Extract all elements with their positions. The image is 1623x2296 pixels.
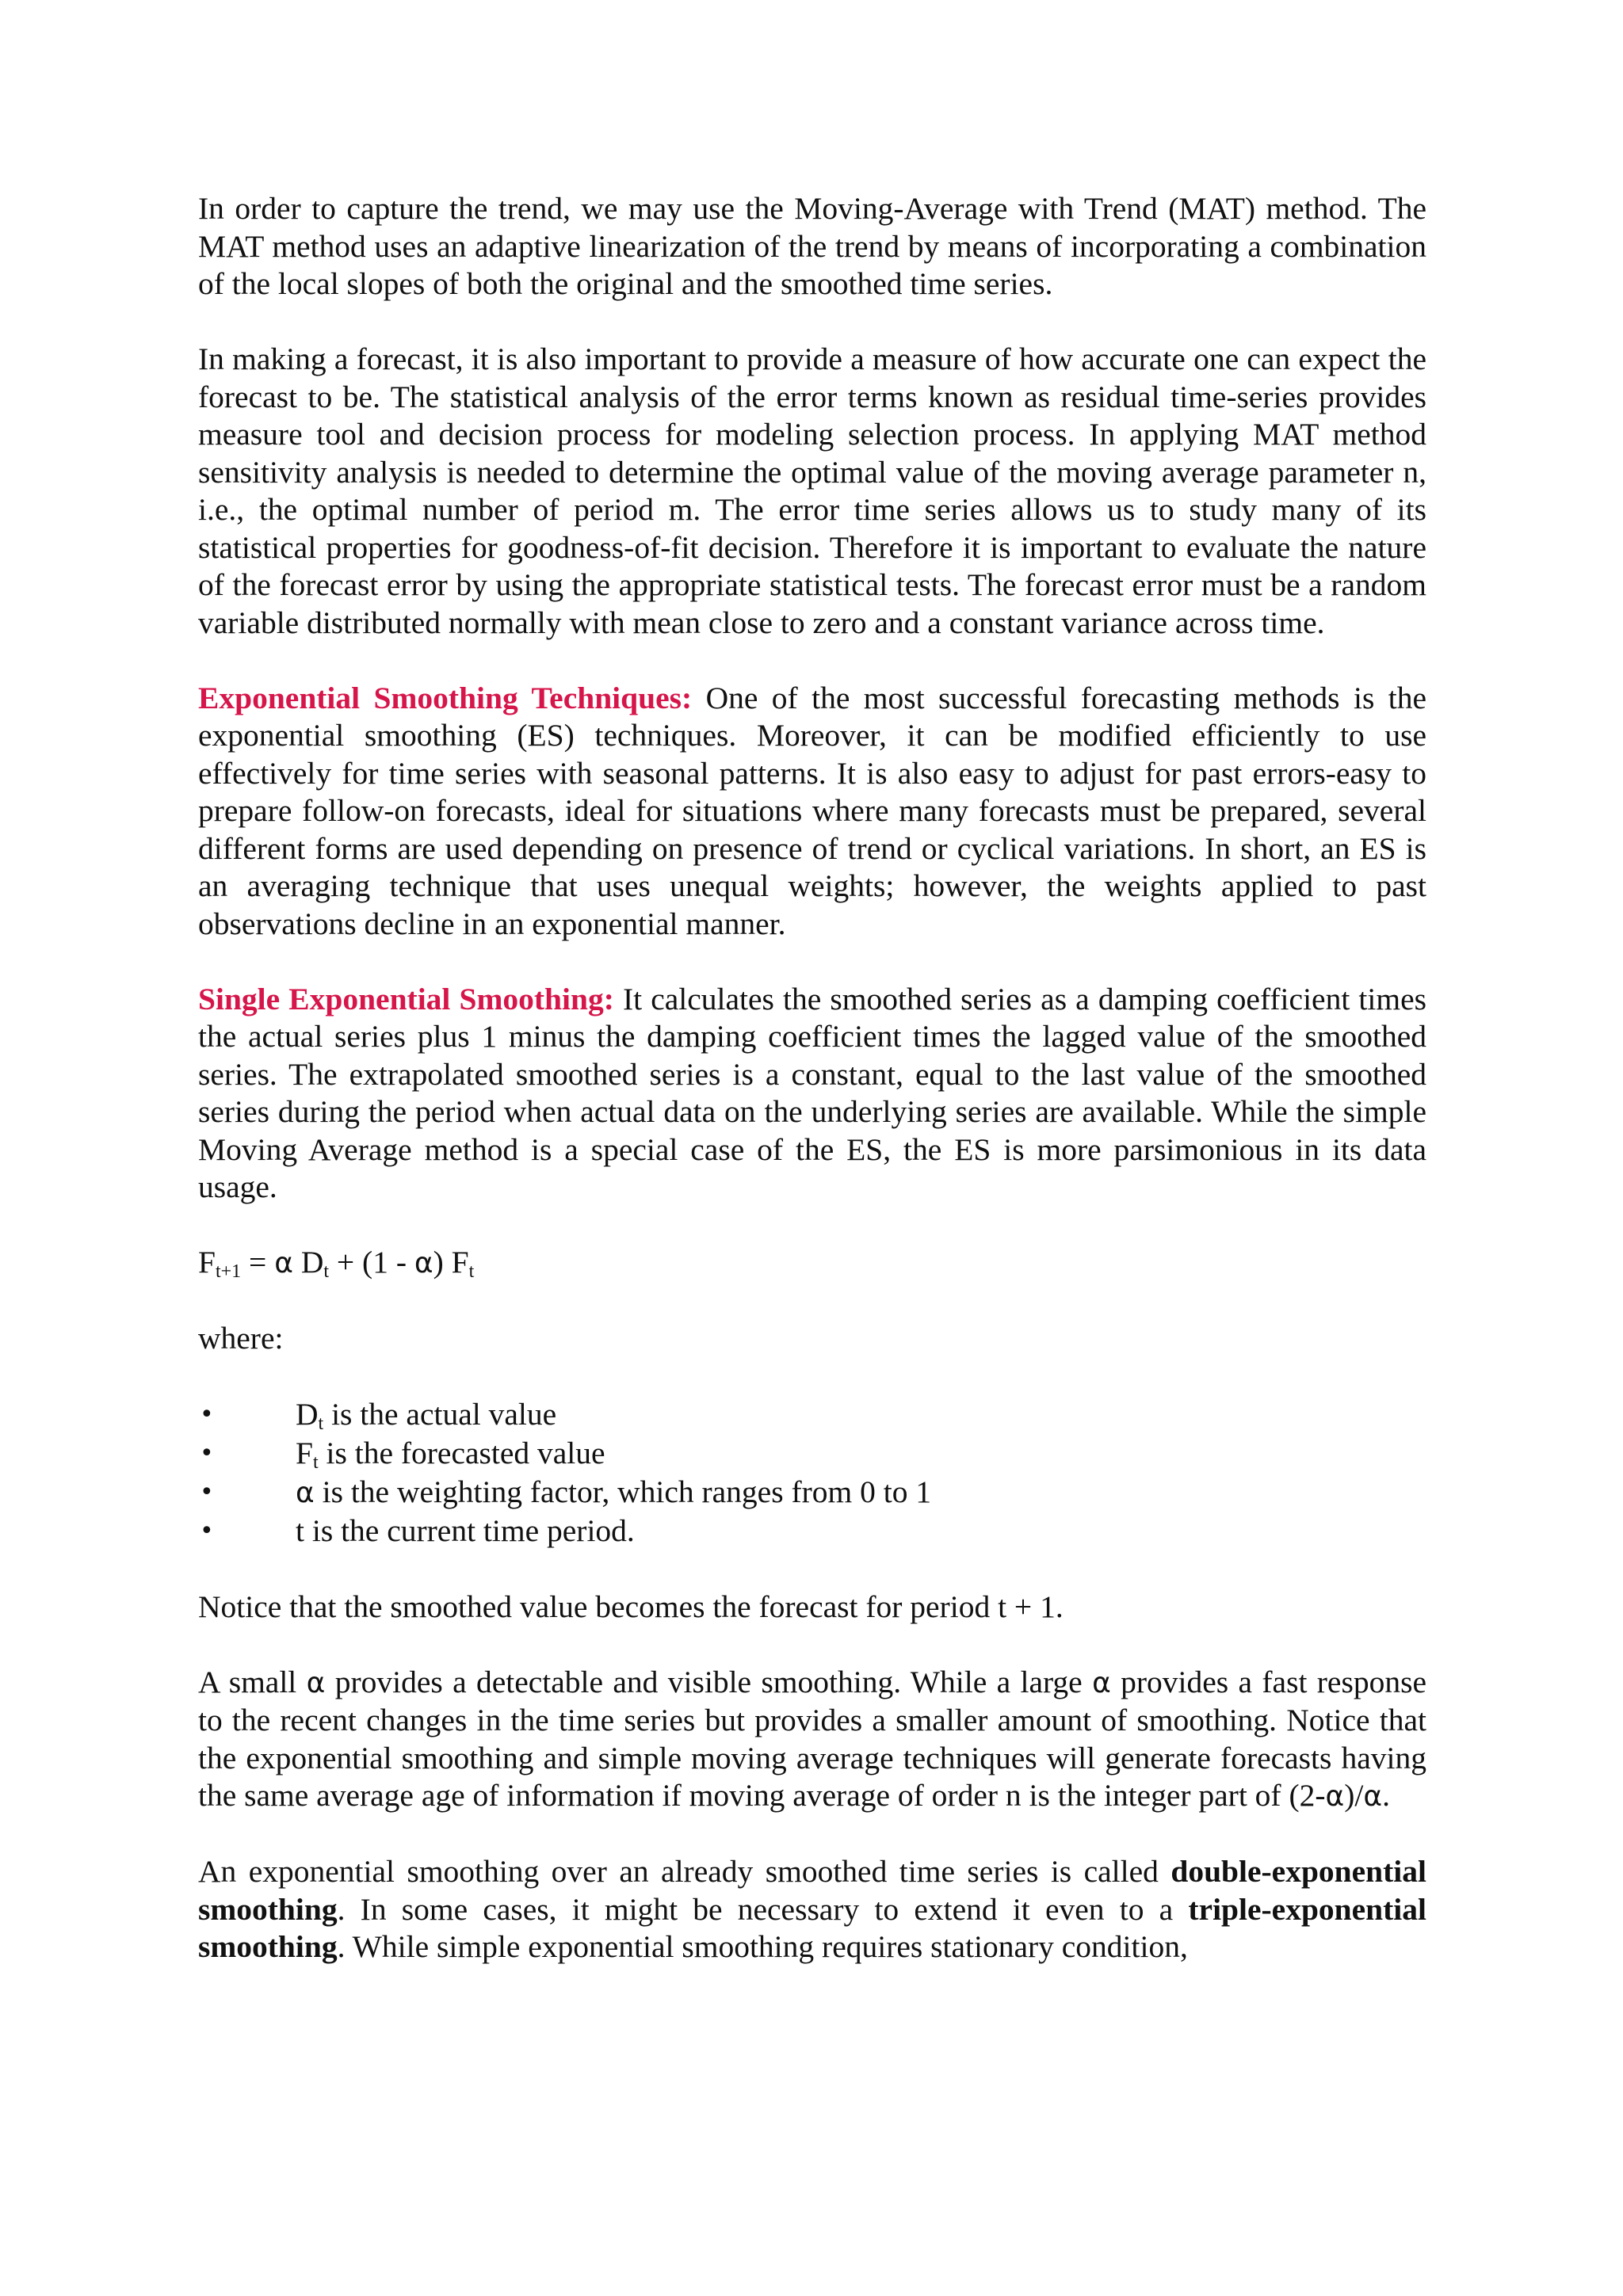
paragraph-small-alpha: A small α provides a detectable and visible smoothing. While a large α provides a fast response to the recent changes in the time series but provides a smaller amount of smoothing. Notice that the exponential smoothing and simple moving average techniques will generate forecasts having the same average age of information if moving average of order n is the integer part of (2-α)/α. [198,1664,1426,1813]
alpha-symbol: α [1363,1780,1383,1813]
alpha-symbol: α [274,1247,293,1280]
alpha-symbol: α [296,1477,315,1509]
list-item: • $F_t$ is the forecasted value [200,1436,605,1473]
term-double-exponential: double-exponential smoothing [198,1854,1426,1927]
alpha-symbol: α [1325,1780,1345,1813]
paragraph-notice-forecast: Notice that the smoothed value becomes the forecast for period t + 1. [198,1589,1064,1624]
paragraph-double-exponential: An exponential smoothing over an already smoothed time series is called double-exponential smoothing. In some cases, it might be necessary to extend it even to a triple-exponential smoothing. While simple exponential smoothing requires stationary condition, [198,1854,1426,1964]
paragraph-exponential-smoothing [198,680,1426,944]
list-item: • t is the current time period. [198,1512,1426,1550]
formula-subscript: t+1 [215,1261,242,1282]
heading-exponential-smoothing: Exponential Smoothing Techniques: [198,680,693,715]
where-label: where: [198,1321,284,1356]
bullet-icon: • [200,1440,214,1467]
paragraph-mat-intro: In order to capture the trend, we may use the Moving-Average with Trend (MAT) method. The MAT method uses an adaptive linearization of the trend by means of incorporating a combination of the local slopes of both the original and the smoothed time series. [198,191,1426,301]
bullet-icon: • [200,1517,214,1545]
alpha-symbol: α [414,1247,433,1280]
document-page [198,190,1426,1966]
heading-single-exponential-smoothing: Single Exponential Smoothing: [198,981,614,1016]
paragraph-single-exponential-smoothing [198,981,1426,1207]
paragraph-forecast-accuracy: In making a forecast, it is also important to provide a measure of how accurate one can expect the forecast to be. The statistical analysis of the error terms known as residual time-series provides measure tool and decision process for modeling selection process. In applying MAT method sensitivity analysis is needed to determine the optimal value of the moving average parameter n, i.e., the optimal number of period m. The error time series allows us to study many of its statistical properties for goodness-of-fit decision. Therefore it is important to evaluate the nature of the forecast error by using the appropriate statistical tests. The forecast error must be a random variable distributed normally with mean close to zero and a constant variance across time. [198,341,1426,640]
list-item: • $D_t$ is the actual value [200,1397,557,1434]
alpha-symbol: α [306,1666,326,1699]
es-body-text: One of the most successful forecasting methods is the exponential smoothing (ES) techniques. Moreover, it can be modified efficiently to use effectively for time series with seasonal patterns. It is also easy to adjust for past errors-easy to prepare follow-on forecasts, ideal for situations where many forecasts must be prepared, several different forms are used depending on presence of trend or cyclical variations. In short, an ES is an averaging technique that uses unequal weights; however, the weights applied to past observations decline in an exponential manner. [198,680,1426,941]
definition-list [198,1395,1426,1550]
formula: $F_{t+1} = \alpha$ $D_t + (1 - \alpha)$ $F_t$ [198,1245,475,1282]
list-item: • α is the weighting factor, which ranges from 0 to 1 [198,1473,1426,1512]
bullet-icon: • [200,1478,214,1506]
term-triple-exponential: triple-exponential smoothing [198,1891,1426,1964]
bullet-icon: • [200,1401,214,1428]
alpha-symbol: α [1092,1666,1111,1699]
ses-body-text: It calculates the smoothed series as a damping coefficient times the actual series plus 1 minus the damping coefficient times the lagged value of the smoothed series. The extrapolated smoothed series is a constant, equal to the last value of the smoothed series during the period when actual data on the underlying series are available. While the simple Moving Average method is a special case of the ES, the ES is more parsimonious in its data usage. [198,981,1426,1204]
